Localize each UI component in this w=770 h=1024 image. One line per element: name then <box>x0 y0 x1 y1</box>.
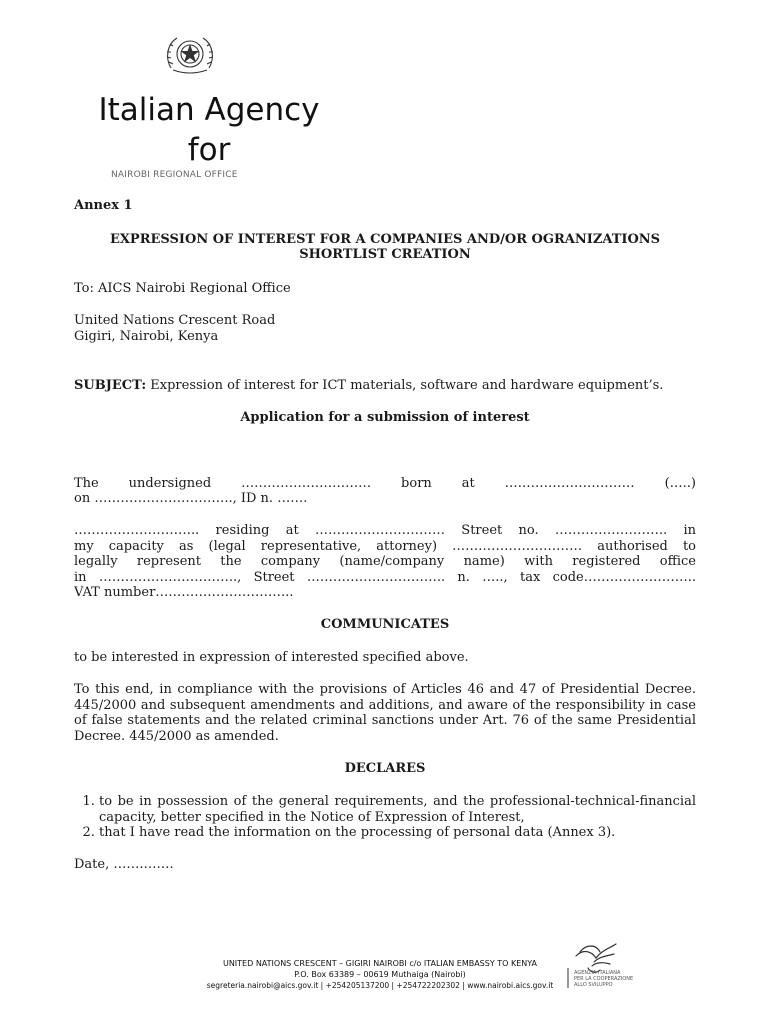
subject-line <box>74 378 696 394</box>
application-title: Application for a submission of interest <box>240 410 530 426</box>
communicates-heading: COMMUNICATES <box>320 616 450 632</box>
annex-label: Annex 1 <box>74 198 133 213</box>
document-title: EXPRESSION OF INTEREST FOR A COMPANIES AND/OR OGRANIZATIONS SHORTLIST CREATION <box>109 231 661 263</box>
applicant-line: ……………………….. residing at ………………………… Street no. …………………….. in <box>74 522 696 538</box>
footer-address: UNITED NATIONS CRESCENT – GIGIRI NAIROBI c/o ITALIAN EMBASSY TO KENYA <box>222 959 538 968</box>
aics-logo-text-line: ALLO SVILUPPO <box>574 982 613 988</box>
footer <box>195 958 565 991</box>
recipient-address <box>74 313 696 344</box>
office-name: NAIROBI REGIONAL OFFICE <box>111 170 238 180</box>
agency-name-line2: for <box>187 132 231 168</box>
agency-name-line1: Italian Agency <box>98 92 320 128</box>
subject-label: SUBJECT: <box>74 377 147 393</box>
recipient-to: To: AICS Nairobi Regional Office <box>74 280 291 296</box>
communicates-text: to be interested in expression of interested specified above. <box>74 649 469 665</box>
aics-logo-text <box>574 970 633 988</box>
applicant-line: in ………………………….., Street ………………………….. n. ….., tax code…………………….. <box>74 569 696 585</box>
footer-po-box: P.O. Box 63389 – 00619 Muthaiga (Nairobi) <box>294 970 466 979</box>
declares-heading: DECLARES <box>344 761 426 777</box>
declarations-list <box>74 794 696 841</box>
applicant-line: my capacity as (legal representative, attorney) ………………………… authorised to <box>74 538 696 554</box>
declaration-item: 1. to be in possession of the general requirements, and the professional-technical-financial capacity, better specified in the Notice of Expression of Interest, <box>99 794 696 825</box>
recipient-street: United Nations Crescent Road <box>74 313 276 329</box>
italian-republic-emblem-icon <box>163 30 217 78</box>
applicant-line: on ………………………….., ID n. ……. <box>74 491 308 507</box>
applicant-line: VAT number………………………….. <box>74 585 294 601</box>
aics-logo-text-line: AGENZIA ITALIANA <box>574 970 621 976</box>
footer-contacts: segreteria.nairobi@aics.gov.it | +254205137200 | +254722202302 | www.nairobi.aics.gov.it <box>206 981 554 990</box>
declaration-item: 2. that I have read the information on the processing of personal data (Annex 3). <box>99 825 696 841</box>
applicant-line: legally represent the company (name/company name) with registered office <box>74 554 696 570</box>
applicant-details-block-2 <box>74 523 696 601</box>
recipient-city: Gigiri, Nairobi, Kenya <box>74 328 219 344</box>
agency-name <box>84 90 334 170</box>
date-line: Date, …….……. <box>74 856 174 872</box>
document-body <box>74 195 696 872</box>
applicant-line: The undersigned ………………………… born at ………………………… (…..) <box>74 475 696 491</box>
applicant-details-block-1 <box>74 476 696 507</box>
aics-logo-text-line: PER LA COOPERAZIONE <box>574 976 634 982</box>
compliance-paragraph: To this end, in compliance with the provisions of Articles 46 and 47 of Presidential Decree. 445/2000 and subsequent amendments and additions, and aware of the responsibility in case of false statements and the related criminal sanctions under Art. 76 of the same Presidential Decree. 445/2000 as amended. <box>74 682 696 744</box>
subject-text: Expression of interest for ICT materials, software and hardware equipment’s. <box>150 377 664 393</box>
